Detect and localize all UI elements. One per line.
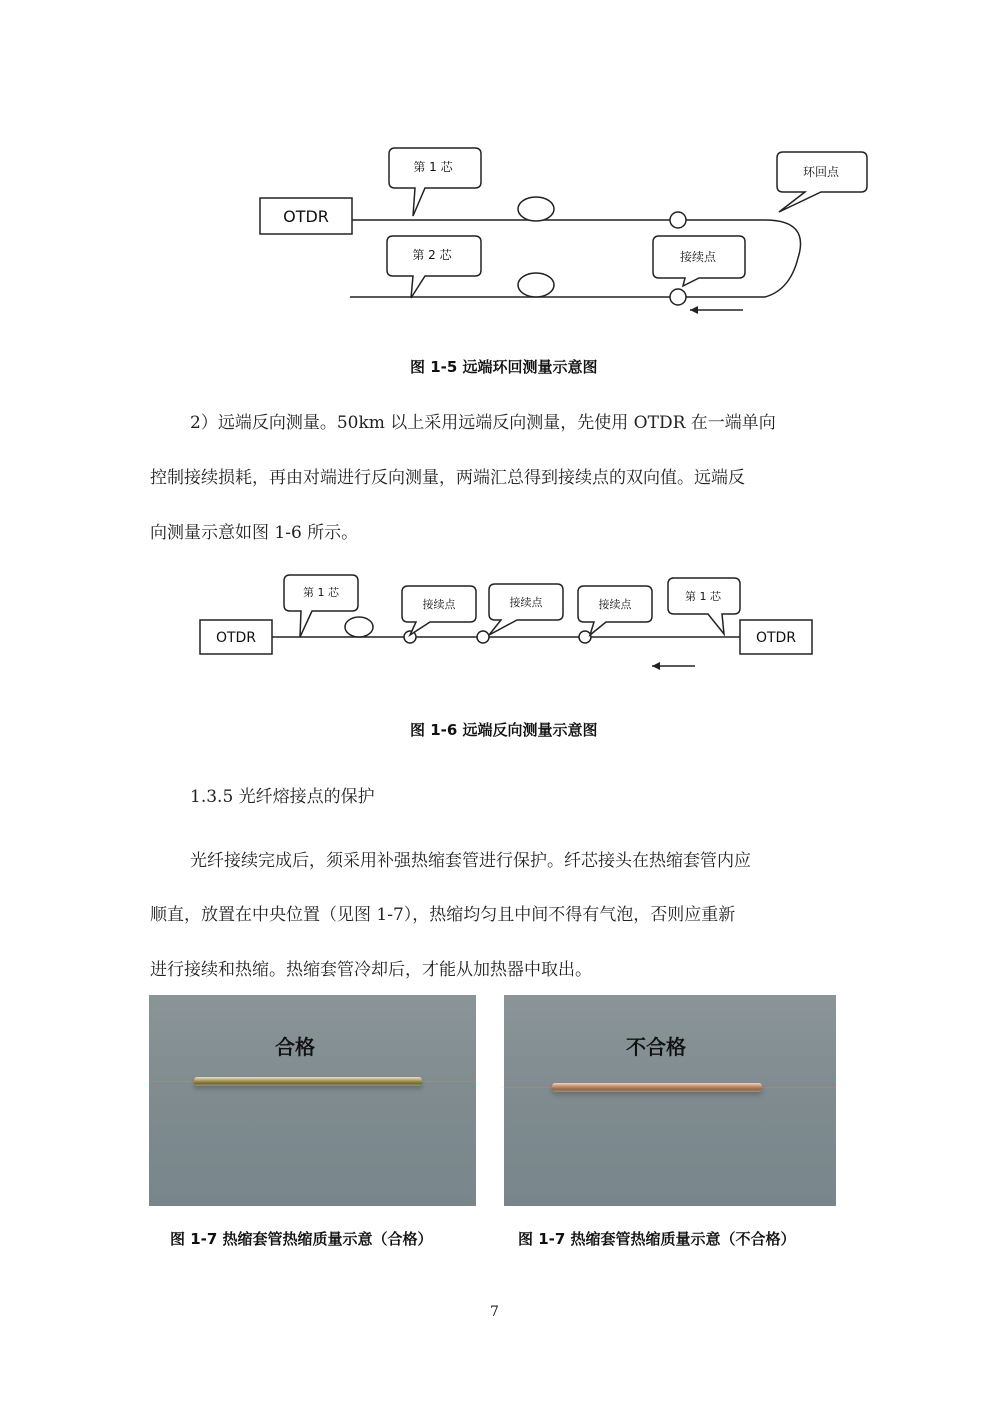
core1-callout-label: 第 1 芯 (413, 160, 453, 174)
splice-point-icon (670, 289, 686, 305)
loop-point-callout (777, 152, 867, 212)
core2-callout-label: 第 2 芯 (412, 248, 452, 262)
page-number: 7 (490, 1304, 499, 1320)
core1-left-callout-label: 第 1 芯 (303, 586, 339, 599)
arrow-head-icon (652, 662, 660, 670)
otdr-left-label: OTDR (215, 630, 257, 646)
splice-point-callout-label: 接续点 (679, 250, 717, 264)
core1-callout (389, 148, 481, 216)
splice2-callout (489, 584, 563, 635)
figure-1-6-caption: 图 1-6 远端反向测量示意图 (410, 721, 598, 739)
fiber-coil-icon (518, 273, 554, 297)
splice-point-icon (670, 212, 686, 228)
paragraph-remote-reverse-line2: 控制接续损耗，再由对端进行反向测量，两端汇总得到接续点的双向值。远端反 (150, 468, 745, 488)
loop-point-callout-label: 环回点 (802, 165, 840, 179)
splice-point-icon (477, 631, 489, 643)
paragraph-protection-line1: 光纤接续完成后，须采用补强热缩套管进行保护。纤芯接头在热缩套管内应 (190, 851, 751, 871)
fiber-coil-icon (518, 197, 554, 221)
figure-1-6-diagram (195, 570, 825, 680)
photo-qualified-label: 合格 (275, 1035, 315, 1059)
photo-unqualified-label: 不合格 (626, 1035, 686, 1059)
paragraph-protection-line3: 进行接续和热缩。热缩套管冷却后，才能从加热器中取出。 (150, 960, 592, 980)
core1-right-callout (668, 578, 740, 634)
arrow-head-icon (690, 306, 698, 314)
loop-curve (765, 220, 801, 297)
paragraph-protection-line2: 顺直，放置在中央位置（见图 1-7），热缩均匀且中间不得有气泡，否则应重新 (150, 905, 736, 925)
paragraph-remote-reverse-line3: 向测量示意如图 1-6 所示。 (150, 523, 359, 543)
figure-1-5-diagram (250, 140, 880, 320)
paragraph-remote-reverse-line1: 2）远端反向测量。50km 以上采用远端反向测量，先使用 OTDR 在一端单向 (190, 413, 776, 433)
figure-1-5-caption: 图 1-5 远端环回测量示意图 (410, 358, 598, 376)
otdr-label: OTDR (283, 207, 329, 226)
splice-point-icon (579, 631, 591, 643)
photo-unqualified (504, 995, 836, 1206)
photo-qualified (149, 995, 476, 1206)
splice1-callout-label: 接续点 (422, 598, 456, 611)
splice2-callout-label: 接续点 (509, 596, 543, 609)
photo-qualified-caption: 图 1-7 热缩套管热缩质量示意（合格） (170, 1230, 433, 1248)
photo-unqualified-caption: 图 1-7 热缩套管热缩质量示意（不合格） (518, 1230, 796, 1248)
section-heading: 1.3.5 光纤熔接点的保护 (190, 787, 375, 807)
heat-shrink-sleeve (552, 1083, 762, 1092)
core2-callout (387, 236, 481, 298)
fiber-coil-icon (345, 617, 373, 637)
core1-right-callout-label: 第 1 芯 (685, 590, 721, 603)
otdr-right-label: OTDR (755, 630, 797, 646)
splice3-callout-label: 接续点 (598, 598, 632, 611)
heat-shrink-sleeve (194, 1077, 422, 1086)
